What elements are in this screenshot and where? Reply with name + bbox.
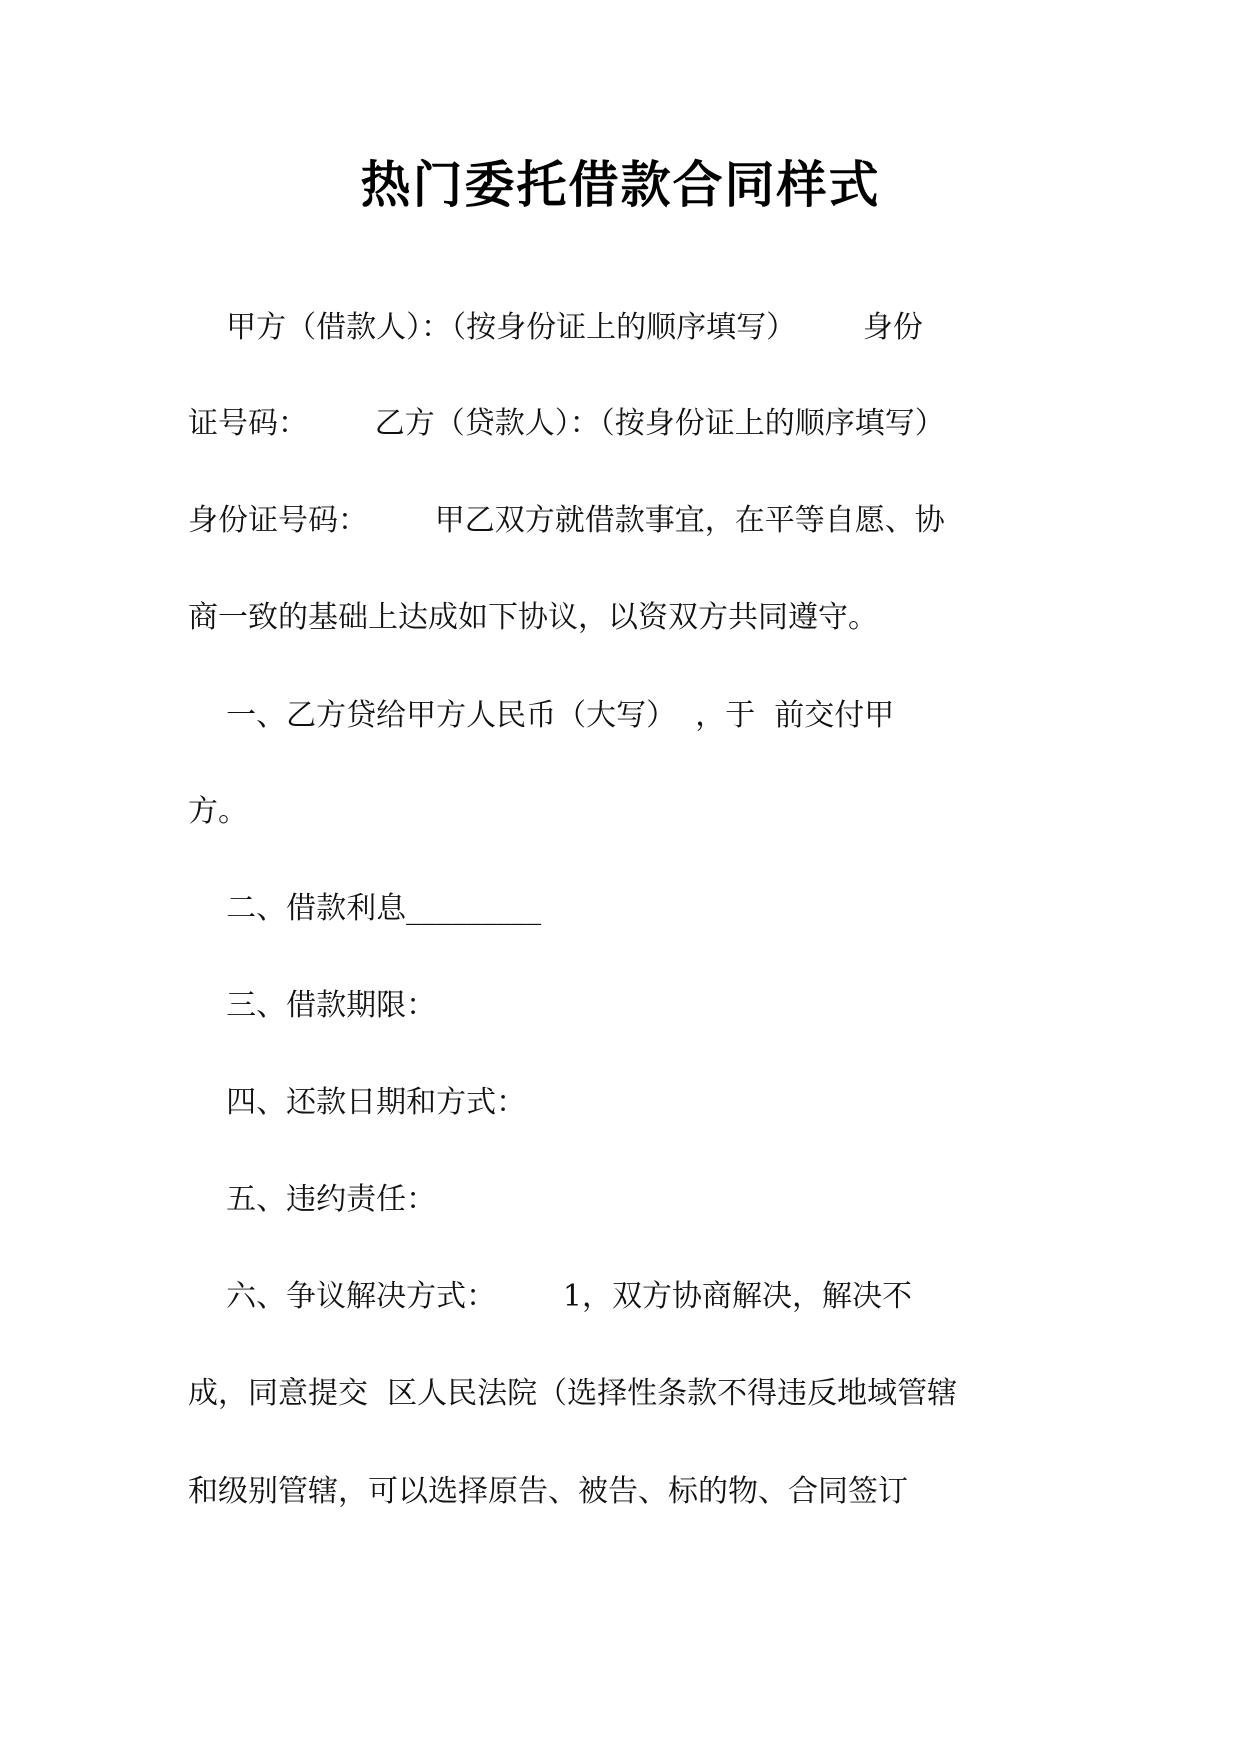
paragraph-line: 甲方（借款人）：（按身份证上的顺序填写） 身份 — [188, 310, 923, 345]
clause-3-line: 三、借款期限： — [188, 988, 437, 1023]
clause-6-line: 成，同意提交 区人民法院（选择性条款不得违反地域管辖 — [188, 1376, 958, 1411]
paragraph-line: 身份证号码： 甲乙双方就借款事宜，在平等自愿、协 — [188, 503, 945, 538]
clause-2-line: 二、借款利息_________ — [188, 891, 542, 926]
paragraph-line: 商一致的基础上达成如下协议，以资双方共同遵守。 — [188, 600, 878, 635]
clause-1-line: 方。 — [188, 794, 248, 829]
clause-4-line: 四、还款日期和方式： — [188, 1085, 527, 1120]
clause-5-line: 五、违约责任： — [188, 1182, 437, 1217]
paragraph-line: 证号码： 乙方（贷款人）：（按身份证上的顺序填写） — [188, 406, 945, 441]
clause-6-line: 六、争议解决方式： 1，双方协商解决，解决不 — [188, 1279, 912, 1314]
clause-1-line: 一、乙方贷给甲方人民币（大写） ，于 前交付甲 — [188, 698, 895, 733]
document-title: 热门委托借款合同样式 — [360, 156, 881, 214]
clause-6-line: 和级别管辖，可以选择原告、被告、标的物、合同签订 — [188, 1474, 908, 1509]
